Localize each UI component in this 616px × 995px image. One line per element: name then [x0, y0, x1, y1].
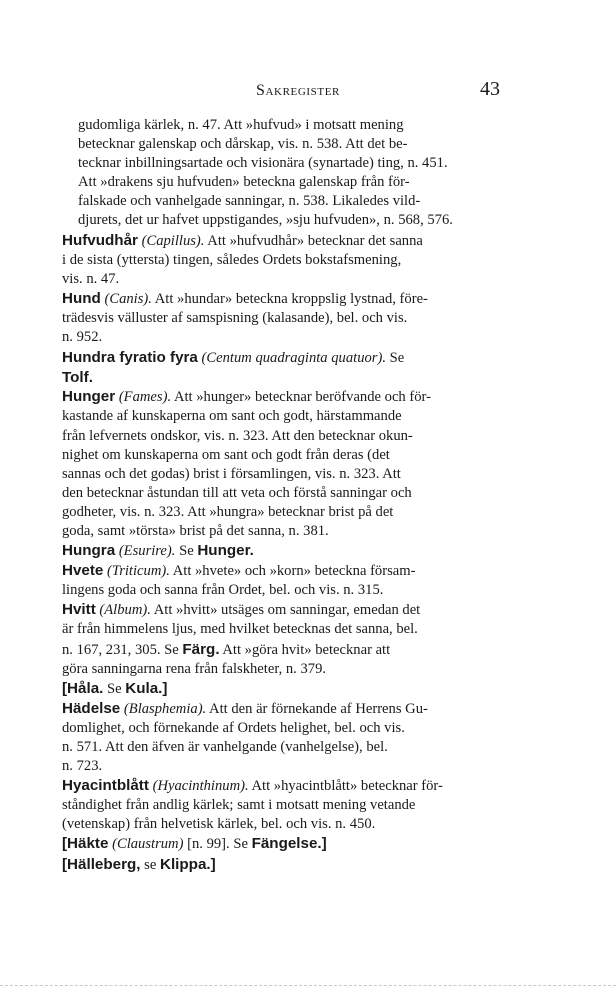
entry-cross-reference: Färg.	[182, 640, 220, 658]
entry-line: (vetenskap) från helvetisk kärlek, bel. och vis. n. 450.	[62, 816, 376, 833]
entry-latin: (Esurire).	[118, 543, 176, 560]
entry-line: den betecknar åstundan till att veta och förstå sanningar och	[62, 484, 412, 501]
entry-headword: Hvete	[62, 562, 104, 580]
entry-headword: Hunger	[62, 388, 116, 406]
entry-headword: [Håla.	[62, 679, 104, 697]
entry-line: i de sista (yttersta) tingen, således Ordets bokstafsmening,	[62, 251, 402, 268]
entry-line: Se	[107, 680, 122, 697]
entry-line: betecknar galenskap och dårskap, vis. n. 538. Att det be-	[78, 136, 408, 153]
entry-line: vis. n. 47.	[62, 270, 120, 287]
index-entry-hufvudhar	[62, 231, 520, 289]
entry-line: sannas och det godas) brist i församlingen, vis. n. 323. Att	[62, 465, 401, 482]
entry-line: lingens goda och sanna från Ordet, bel. och vis. n. 315.	[62, 582, 384, 599]
entry-headword: Hvitt	[62, 601, 96, 619]
entry-headword: Hungra	[62, 542, 116, 560]
entry-line: kastande af kunskaperna om sant och godt, härstammande	[62, 408, 402, 425]
index-entry-hund	[62, 289, 520, 347]
entry-line: Att »hvete» och »korn» beteckna försam-	[172, 563, 416, 580]
index-entry-hundra-fyratio-fyra	[62, 348, 520, 387]
entry-line: Se	[233, 836, 248, 853]
entry-line: nighet om kunskaperna om sant och godt från deras (det	[62, 446, 390, 463]
entry-line: tecknar inbillningsartade och visionära (synartade) ting, n. 451.	[78, 155, 448, 172]
entry-line: göra sanningarna rena från falskheter, n. 379.	[62, 660, 327, 677]
entry-latin: (Blasphemia).	[123, 700, 207, 717]
entry-line: Att »göra hvit» betecknar att	[222, 641, 391, 658]
entry-line: är från himmelens ljus, med hvilket betecknas det sanna, bel.	[62, 621, 418, 638]
entry-headword: Hund	[62, 289, 101, 307]
entry-line: godheter, vis. n. 323. Att »hungra» betecknar brist på det	[62, 503, 394, 520]
index-entry-hadelse	[62, 699, 520, 776]
index-entry-hvete	[62, 561, 520, 600]
index-entry-continuation	[62, 116, 520, 231]
entry-cross-reference: Tolf.	[62, 369, 93, 387]
entry-latin: (Triticum).	[107, 563, 170, 580]
entry-cross-reference: Klippa.]	[159, 855, 216, 873]
index-entries	[62, 116, 520, 875]
index-entry-hvitt	[62, 600, 520, 678]
entry-line: Att den är förnekande af Herrens Gu-	[209, 700, 428, 717]
entry-latin: (Hyacinthinum).	[152, 778, 249, 795]
entry-line: djurets, det ur hafvet uppstigandes, »sju hufvuden», n. 568, 576.	[78, 212, 453, 229]
entry-latin: (Canis).	[104, 290, 152, 307]
entry-line: se	[144, 856, 157, 873]
entry-latin: (Centum quadraginta quatuor).	[201, 350, 386, 367]
scan-edge-line	[0, 985, 616, 986]
index-entry-hungra	[62, 541, 520, 561]
entry-line: Att »hundar» beteckna kroppslig lystnad, före-	[154, 290, 428, 307]
entry-headword: [Häkte	[62, 835, 109, 853]
entry-cross-reference: Kula.]	[125, 679, 168, 697]
entry-line: [n. 99].	[187, 836, 230, 853]
running-title: Sakregister	[256, 82, 340, 99]
entry-line: Att »hufvudhår» betecknar det sanna	[207, 232, 423, 249]
entry-latin: (Album).	[99, 602, 151, 619]
entry-latin: (Claustrum)	[112, 836, 184, 853]
page-number: 43	[480, 78, 500, 100]
entry-headword: Hädelse	[62, 699, 121, 717]
entry-line: n. 167, 231, 305. Se	[62, 641, 179, 658]
entry-line: n. 571. Att den äfven är vanhelgande (vanhelgelse), bel.	[62, 739, 388, 755]
entry-line: Se	[389, 350, 405, 367]
entry-line: Att »drakens sju hufvuden» beteckna galenskap från för-	[78, 174, 410, 191]
entry-headword: Hufvudhår	[62, 231, 138, 249]
entry-latin: (Fames).	[118, 389, 172, 406]
entry-headword: Hyacintblått	[62, 777, 149, 795]
index-entry-hunger	[62, 387, 520, 541]
entry-latin: (Capillus).	[141, 232, 205, 249]
entry-line: Att »hunger» betecknar beröfvande och för-	[173, 389, 431, 406]
entry-line: falskade och vanhelgade sanningar, n. 538. Likaledes vild-	[78, 193, 421, 210]
entry-line: gudomliga kärlek, n. 47. Att »hufvud» i motsatt mening	[78, 117, 404, 133]
entry-line: goda, samt »törsta» brist på det sanna, n. 381.	[62, 522, 329, 539]
page-header	[0, 78, 616, 110]
entry-line: n. 723.	[62, 758, 103, 775]
entry-headword: Hundra fyratio fyra	[62, 349, 198, 367]
index-entry-hala	[62, 679, 520, 699]
index-entry-halleberg	[62, 855, 520, 875]
entry-line: trädesvis välluster af samspisning (kalasande), bel. och vis.	[62, 309, 408, 326]
entry-headword: [Hälleberg,	[62, 855, 141, 873]
entry-cross-reference: Fängelse.]	[251, 835, 327, 853]
entry-line: domlighet, och förnekande af Ordets helighet, bel. och vis.	[62, 719, 405, 736]
entry-line: Att »hyacintblått» betecknar för-	[251, 778, 443, 795]
entry-line: Att »hvitt» utsäges om sanningar, emedan det	[153, 602, 421, 619]
entry-line: från lefvernets ondskor, vis. n. 323. Att den betecknar okun-	[62, 427, 413, 444]
entry-line: ståndighet från andlig kärlek; samt i motsatt mening vetande	[62, 797, 416, 814]
entry-line: n. 952.	[62, 329, 103, 346]
entry-cross-reference: Hunger.	[197, 542, 254, 560]
index-entry-hakte	[62, 834, 520, 854]
index-entry-hyacintblatt	[62, 776, 520, 834]
entry-line: Se	[179, 543, 194, 560]
